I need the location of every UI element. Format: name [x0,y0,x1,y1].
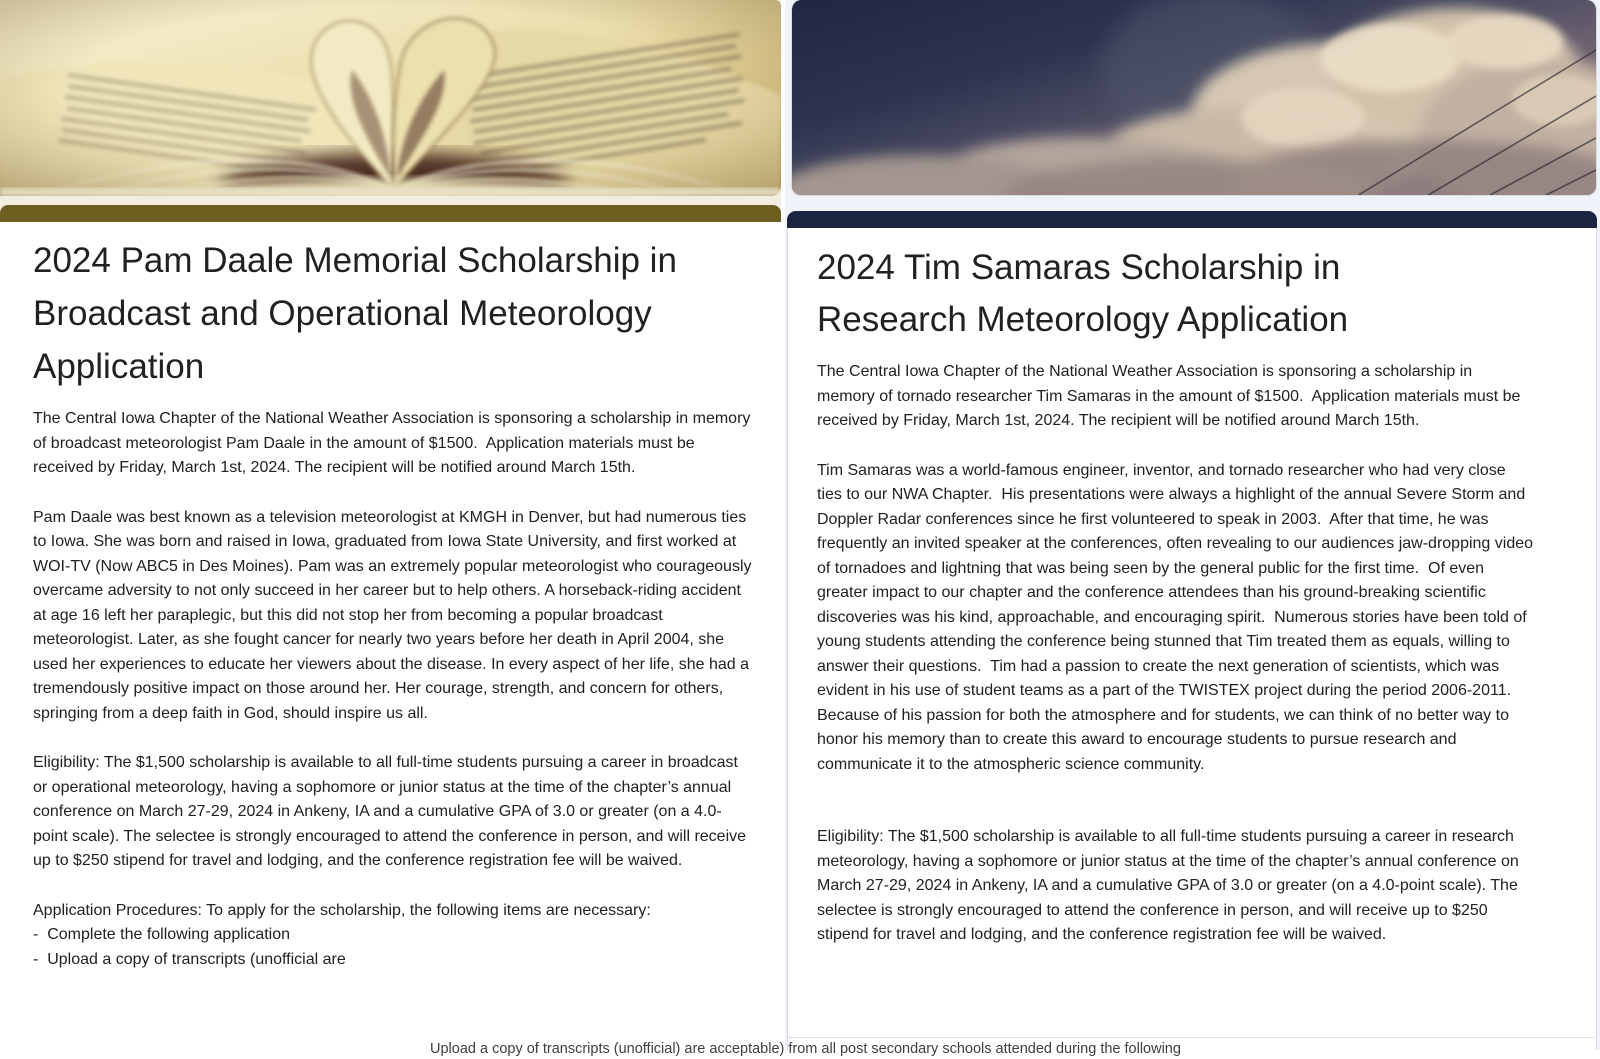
book-heart-banner-image [0,0,781,196]
form-intro-paragraph: The Central Iowa Chapter of the National Weather Association is sponsoring a scholarship in memory of broadcast meteorologist Pam Daale in the amount of $1500. Application materials must be received by Friday, March 1st, 2024. The recipient will be notified around March 15th. [33,410,755,476]
clipped-background-text: Upload a copy of transcripts (unofficial) are acceptable) from all post secondary schools attended during the following [430,1041,1181,1057]
book-heart-illustration [0,0,781,196]
procedure-item: - Upload a copy of transcripts (unofficial are [33,950,346,968]
form-intro-paragraph: The Central Iowa Chapter of the National Weather Association is sponsoring a scholarship in memory of tornado researcher Tim Samaras in the amount of $1500. Application materials must be received by Friday, March 1st, 2024. The recipient will be notified around March 15th. [817,363,1525,429]
procedure-item: - Complete the following application [33,926,291,943]
storm-clouds-banner-image [791,0,1597,196]
form-card [0,205,781,1050]
card-bottom-border [788,1037,1594,1038]
form-bio-paragraph: Tim Samaras was a world-famous engineer, inventor, and tornado researcher who had very close ties to our NWA Chapter. His presentations were always a highlight of the annual Severe Storm and Doppler Radar conferences since he first volunteered to speak in 2003. After that time, he was frequently an invited speaker at the conferences, often revealing to our audiences jaw-dropping video of tornadoes and lightning that was being seen by the general public for the first time. Of even greater impact to our chapter and the conference attendees than his ground-breaking scientific discoveries was his kind, approachable, and encouraging spirit. Numerous stories have been told of young students attending the conference being stunned that Tim treated them as equals, willing to answer their questions. Tim had a passion to create the next generation of scientists, which was evident in his use of student teams as a part of the TWISTEX project during the period 2006-2011. Because of his passion for both the atmosphere and for students, we can think of no better way to honor his memory than to create this award to encourage students to pursue research and communicate it to the atmospheric science community. [817,461,1538,773]
tim-samaras-form-panel[interactable] [785,0,1600,1050]
form-theme-bar [787,211,1597,228]
form-bio-paragraph: Pam Daale was best known as a television meteorologist at KMGH in Denver, but had numerous ties to Iowa. She was born and raised in Iowa, graduated from Iowa State University, and first worked at WOI-TV (Now ABC5 in Des Moines). Pam was an extremely popular meteorologist who courageously overcame adversity to not only succeed in her career but to help others. A horseback-riding accident at age 16 left her paraplegic, but this did not stop her from becoming a popular broadcast meteorologist. Later, as she fought cancer for nearly two years before her death in April 2004, she used her experiences to educate her viewers about the disease. In every aspect of her life, she had a tremendously positive impact on those around her. Her courage, strength, and concern for others, springing from a deep faith in God, should inspire us all. [33,508,756,722]
procedures-heading: Application Procedures: To apply for the scholarship, the following items are necessary: [33,901,651,919]
storm-clouds-illustration [792,0,1596,195]
form-eligibility-paragraph: Eligibility: The $1,500 scholarship is available to all full-time students pursuing a career in research meteorology, having a sophomore or junior status at the time of the chapter’s annual conference on March 27-29, 2024 in Ankeny, IA and a cumulative GPA of 3.0 or greater (on a 4.0-point scale). The selectee is strongly encouraged to attend the conference in person, and will receive up to $250 stipend for travel and lodging, and the conference registration fee will be waived. [817,828,1524,943]
form-card [787,211,1597,1021]
form-title: 2024 Tim Samaras Scholarship in Research Meteorology Application [817,248,1349,339]
form-theme-bar [0,205,781,222]
form-eligibility-paragraph: Eligibility: The $1,500 scholarship is available to all full-time students pursuing a career in broadcast or operational meteorology, having a sophomore or junior status at the time of the chapter’s annual conference on March 27-29, 2024 in Ankeny, IA and a cumulative GPA of 3.0 or greater (on a 4.0-point scale). The selectee is strongly encouraged to attend the conference in person, and will receive up to $250 stipend for travel and lodging, and the conference registration fee will be waived. [33,754,751,869]
pam-daale-form-panel[interactable] [0,0,781,1050]
form-title: 2024 Pam Daale Memorial Scholarship in Broadcast and Operational Meteorology Application [33,241,677,386]
